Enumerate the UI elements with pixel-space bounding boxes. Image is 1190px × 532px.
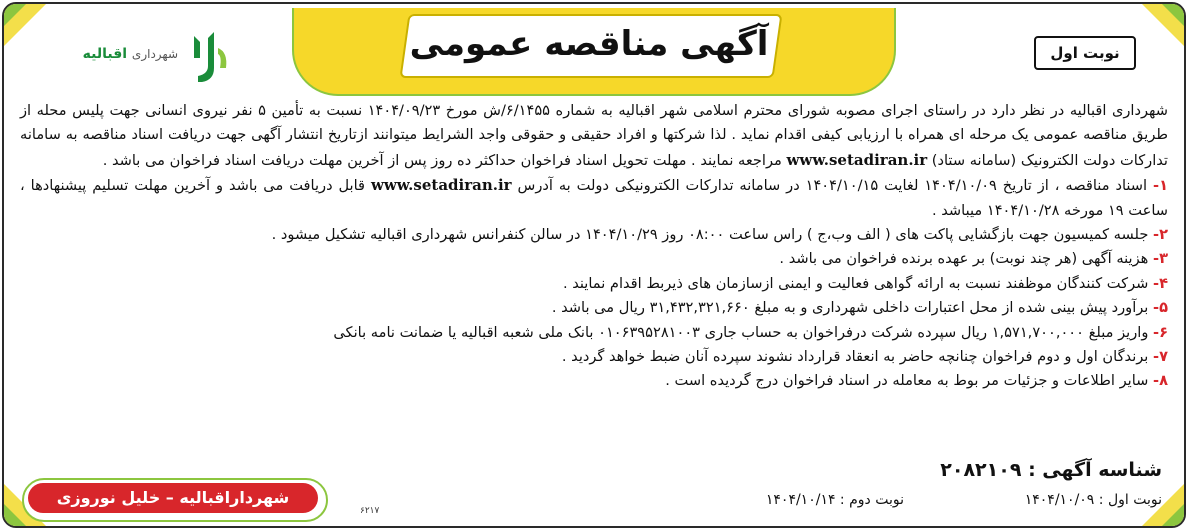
- item-number: ۴-: [1153, 274, 1168, 292]
- list-item: [20, 369, 1168, 393]
- reference-code: ۶۲۱۷: [360, 506, 380, 516]
- item-text: برآورد پیش بینی شده از محل اعتبارات داخلی شهرداری و به مبلغ ۳۱,۴۳۲,۳۲۱,۶۶۰ ریال می باشد .: [551, 299, 1149, 317]
- list-item: [20, 223, 1168, 247]
- logo-word-city: اقبالیه: [82, 46, 128, 62]
- item-text: برندگان اول و دوم فراخوان چنانچه حاضر به انعقاد قرارداد نشوند سپرده آنان ضبط خواهد گردید .: [561, 348, 1149, 366]
- item-text: شرکت کنندگان موظفند نسبت به ارائه گواهی فعالیت و ایمنی ازسازمان های ذیربط اقدام نمایند .: [562, 274, 1149, 292]
- intro-paragraph: [20, 99, 1168, 173]
- item-number: ۵-: [1153, 299, 1168, 317]
- item-link[interactable]: www.setadiran.ir: [370, 176, 512, 195]
- list-item: [20, 272, 1168, 296]
- intro-text: شهرداری اقبالیه در نظر دارد در راستای اجرای مصوبه شورای محترم اسلامی شهر اقبالیه به شماره ۶/۱۴۵۵/ش مورخ ۱۴۰۴/۰۹/۲۳ نسبت به تأمین ۵ نفر نیروی انسانی جهت پلیس محله از طریق مناقصه عمومی یک مرحله ای همراه با ارزیابی کیفی اقدام نماید . لذا شرکتها و افراد حقیقی و حقوقی واجد الشرایط میتوانند ازتاریخ انتشار آگهی جهت دریافت اسناد مناقصه به سامانه تدارکات دولت الکترونیک (سامانه ستاد): [20, 102, 1168, 169]
- ad-id-label: شناسه آگهی :: [1028, 459, 1162, 481]
- page-title: آگهی مناقصه عمومی: [409, 24, 769, 64]
- list-item: [20, 321, 1168, 345]
- signature-frame: [22, 478, 328, 522]
- list-item: [20, 345, 1168, 369]
- item-number: ۱-: [1153, 177, 1168, 195]
- list-item: [20, 247, 1168, 271]
- signature-badge: شهرداراقبالیه – خلیل نوروزی: [28, 483, 318, 513]
- item-text-2: قابل دریافت می باشد و آخرین مهلت تسلیم پیشنهادها ، ساعت ۱۹ مورخه ۱۴۰۴/۱۰/۲۸ میباشد .: [20, 177, 1168, 219]
- intro-link[interactable]: www.setadiran.ir: [786, 150, 928, 169]
- ad-id-value: ۲۰۸۲۱۰۹: [940, 459, 1022, 481]
- item-text: سایر اطلاعات و جزئیات مر بوط به معامله در اسناد فراخوان درج گردیده است .: [665, 372, 1149, 390]
- list-item: [20, 296, 1168, 320]
- ad-identifier: [940, 459, 1162, 489]
- first-round-date: نوبت اول : ۱۴۰۴/۱۰/۰۹: [1024, 492, 1162, 508]
- intro-end-text: مراجعه نمایند . مهلت تحویل اسناد فراخوان حداکثر ده روز پس از آخرین مهلت دریافت اسناد فراخوان می باشد .: [102, 151, 782, 169]
- logo: [66, 28, 236, 86]
- item-text: هزینه آگهی (هر چند نوبت) بر عهده برنده فراخوان می باشد .: [779, 250, 1149, 268]
- municipality-logo-icon: [184, 28, 232, 86]
- second-round-date: نوبت دوم : ۱۴۰۴/۱۰/۱۴: [765, 492, 904, 508]
- list-item: [20, 173, 1168, 223]
- notice-frame: [2, 2, 1186, 528]
- item-text: جلسه کمیسیون جهت بازگشایی پاکت های ( الف وب،ج ) راس ساعت ۰۸:۰۰ روز ۱۴۰۴/۱۰/۲۹ در سالن کنفرانس شهرداری اقبالیه تشکیل میشود .: [271, 226, 1149, 244]
- logo-word-prefix: شهرداری: [131, 47, 178, 61]
- corner-decoration: [1162, 4, 1184, 26]
- publication-dates: [462, 492, 1162, 514]
- item-number: ۸-: [1153, 372, 1168, 390]
- item-text: واریز مبلغ ۱,۵۷۱,۷۰۰,۰۰۰ ریال سپرده شرکت درفراخوان به حساب جاری ۰۱۰۶۳۹۵۲۸۱۰۰۳ بانک ملی شعبه اقبالیه یا ضمانت نامه بانکی: [333, 323, 1149, 341]
- item-number: ۶-: [1153, 323, 1168, 341]
- item-number: ۷-: [1153, 348, 1168, 366]
- item-text: اسناد مناقصه ، از تاریخ ۱۴۰۴/۱۰/۰۹ لغایت ۱۴۰۴/۱۰/۱۵ در سامانه تدارکات الکترونیکی دولت به آدرس: [517, 177, 1148, 195]
- corner-decoration: [4, 4, 26, 26]
- logo-text: [66, 46, 178, 62]
- item-number: ۲-: [1153, 226, 1168, 244]
- round-badge: نوبت اول: [1034, 36, 1136, 70]
- notice-body: [20, 99, 1168, 451]
- corner-decoration: [1162, 504, 1184, 526]
- item-number: ۳-: [1153, 250, 1168, 268]
